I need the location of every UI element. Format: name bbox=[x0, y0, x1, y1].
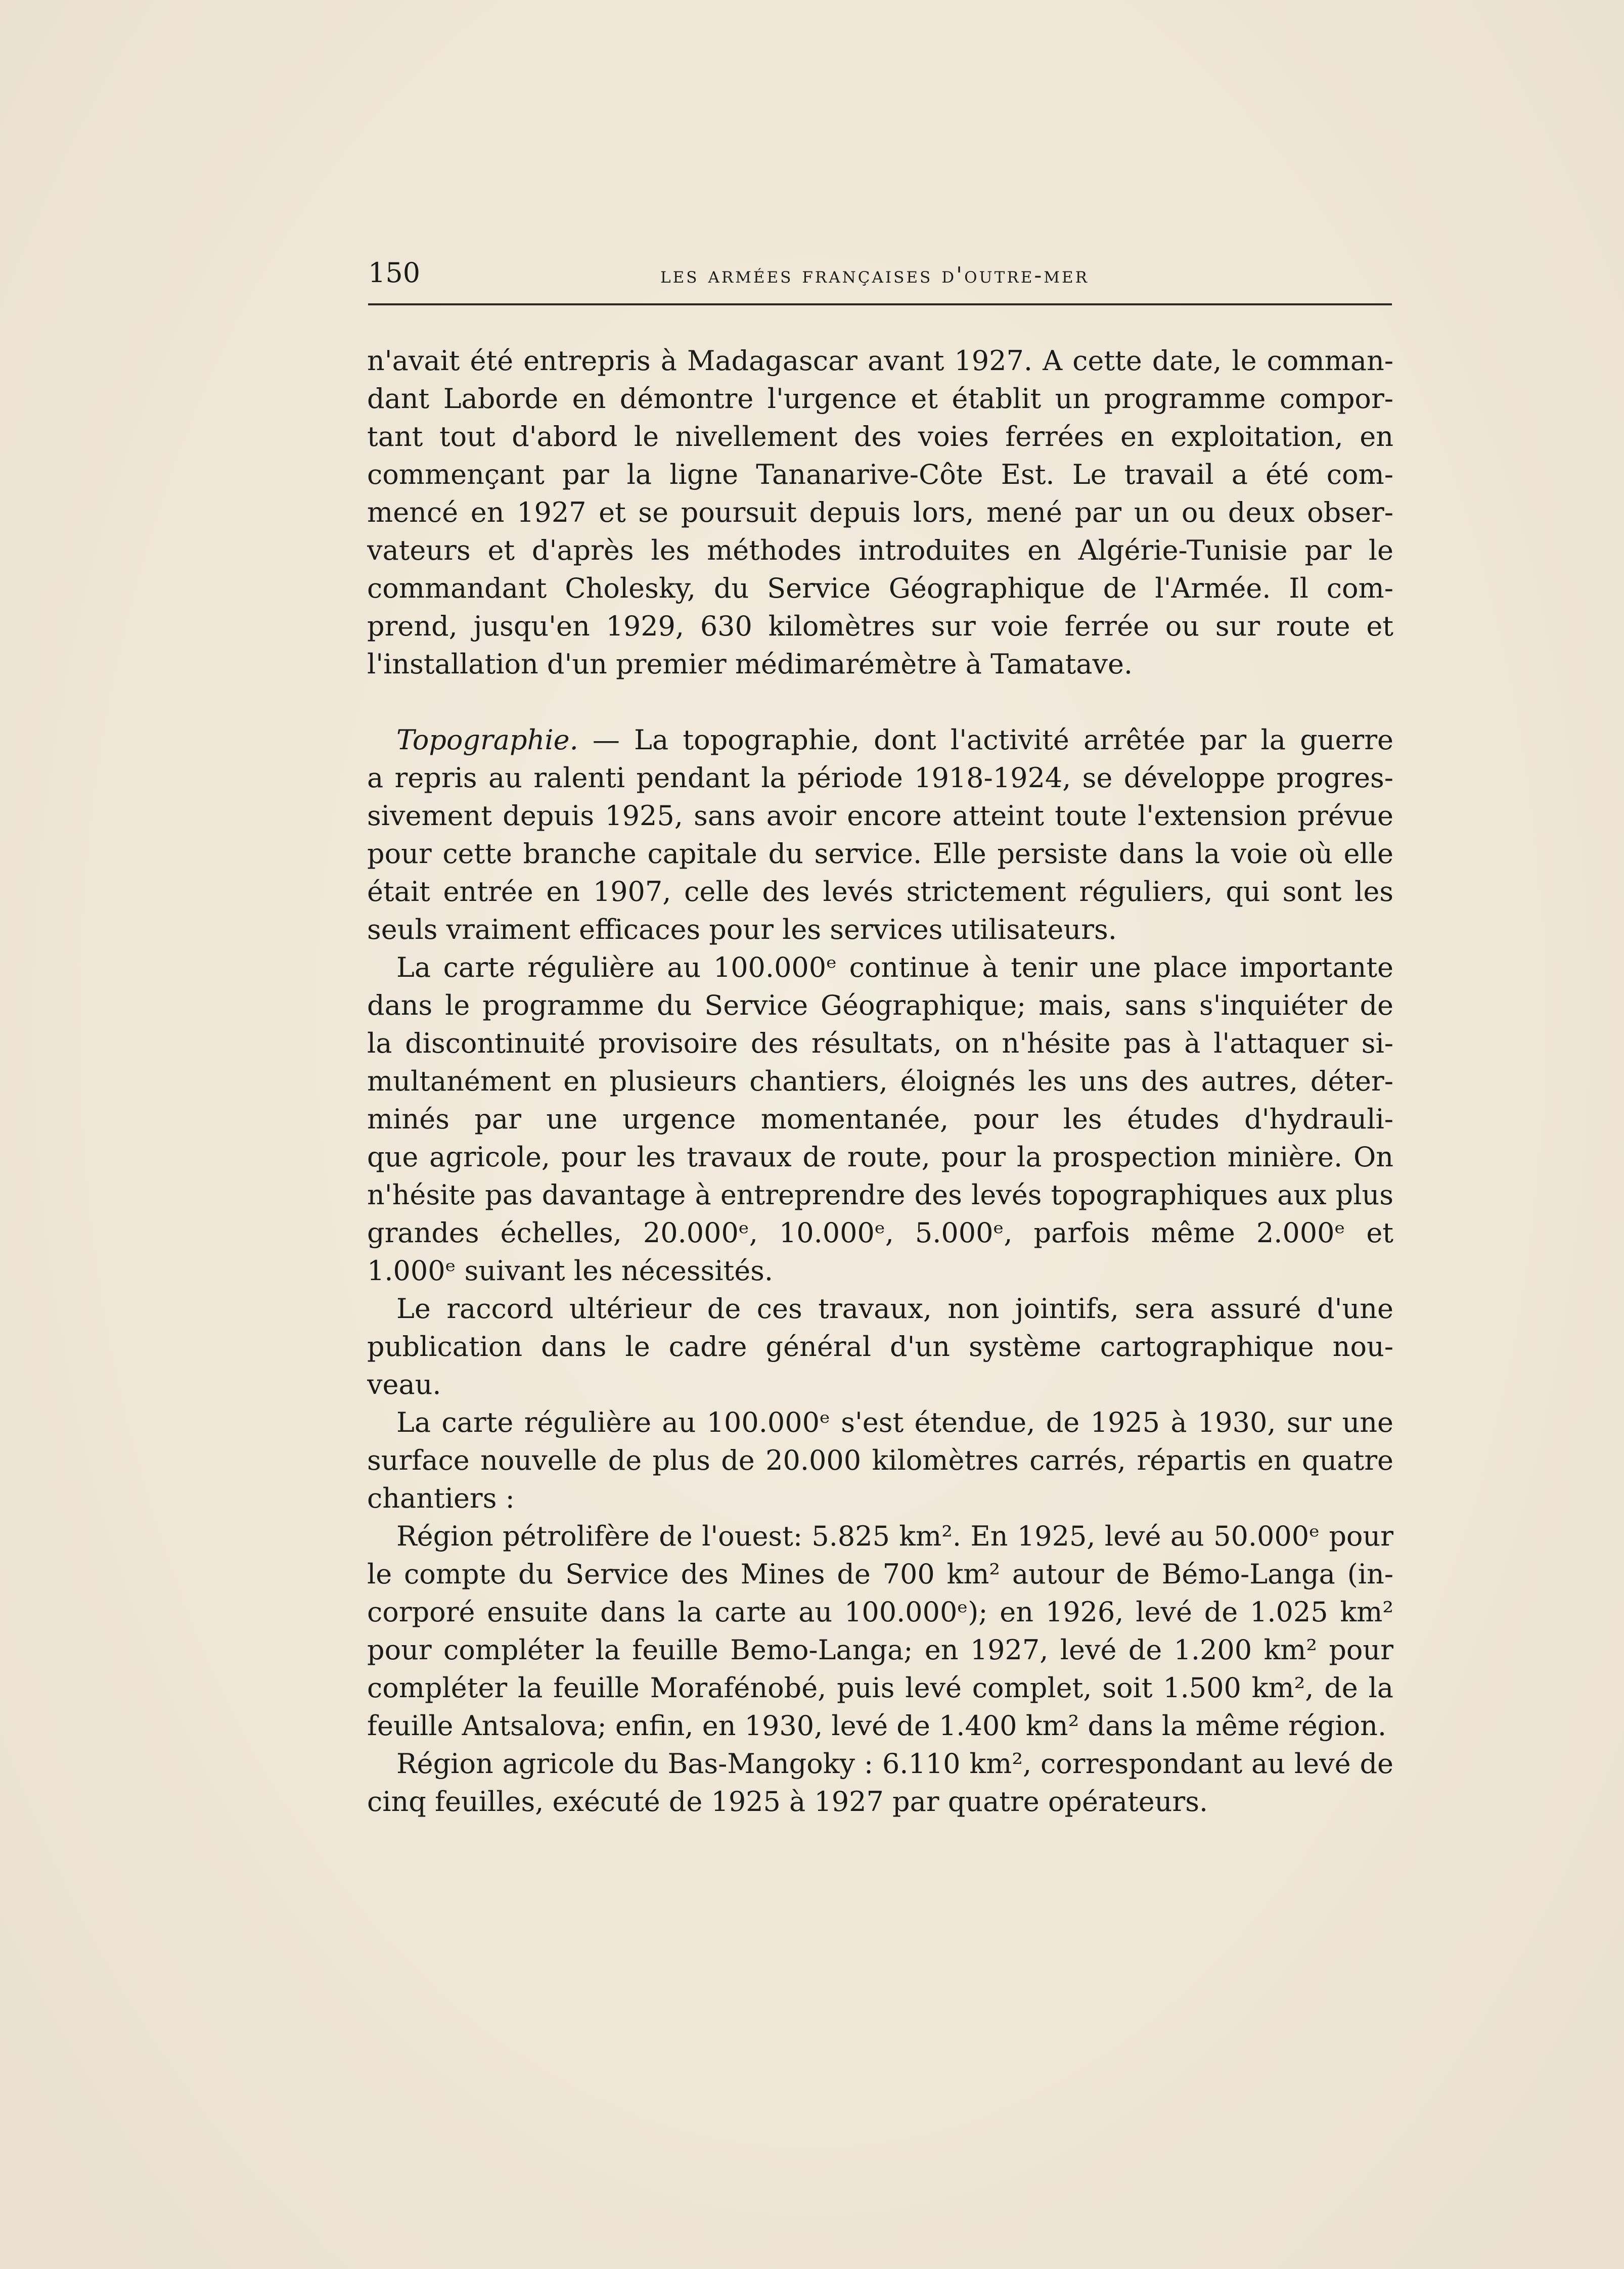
text-line: cinq feuilles, exécuté de 1925 à 1927 par quatre opérateurs. bbox=[367, 1786, 1208, 1818]
text-line: feuille Antsalova; enfin, en 1930, levé de 1.400 km² dans la même région. bbox=[367, 1710, 1387, 1742]
text-line: que agricole, pour les travaux de route, pour la prospection minière. On bbox=[367, 1141, 1393, 1173]
text-line: commandant Cholesky, du Service Géographique de l'Armée. Il com- bbox=[367, 572, 1393, 604]
text-line: compléter la feuille Morafénobé, puis levé complet, soit 1.500 km², de la bbox=[367, 1672, 1393, 1704]
text-line: était entrée en 1907, celle des levés strictement réguliers, qui sont les bbox=[367, 876, 1393, 907]
text-line: vateurs et d'après les méthodes introduites en Algérie-Tunisie par le bbox=[367, 534, 1393, 566]
text-line: Région pétrolifère de l'ouest: 5.825 km². En 1925, levé au 50.000ᵉ pour bbox=[396, 1520, 1393, 1552]
text-line: 1.000ᵉ suivant les nécessités. bbox=[367, 1255, 774, 1287]
text-line: chantiers : bbox=[367, 1482, 515, 1514]
text-line: a repris au ralenti pendant la période 1918-1924, se développe progres- bbox=[367, 762, 1393, 794]
text-line: la discontinuité provisoire des résultats, on n'hésite pas à l'attaquer si- bbox=[367, 1027, 1393, 1059]
text-line: n'avait été entrepris à Madagascar avant 1927. A cette date, le comman- bbox=[367, 345, 1393, 377]
text-line: La carte régulière au 100.000ᵉ continue à tenir une place importante bbox=[396, 951, 1393, 983]
text-line: n'hésite pas davantage à entreprendre des levés topographiques aux plus bbox=[367, 1179, 1393, 1211]
text-line: dant Laborde en démontre l'urgence et établit un programme compor- bbox=[367, 383, 1393, 415]
text-line: seuls vraiment efficaces pour les services utilisateurs. bbox=[367, 914, 1117, 945]
text-line: prend, jusqu'en 1929, 630 kilomètres sur voie ferrée ou sur route et bbox=[367, 610, 1393, 642]
text-line bbox=[367, 721, 1393, 759]
text-line: Le raccord ultérieur de ces travaux, non jointifs, sera assuré d'une bbox=[396, 1293, 1393, 1325]
text-line: dans le programme du Service Géographique; mais, sans s'inquiéter de bbox=[367, 989, 1393, 1021]
text-line: mencé en 1927 et se poursuit depuis lors, mené par un ou deux obser- bbox=[367, 496, 1393, 528]
section-heading-topographie: Topographie. bbox=[396, 724, 578, 756]
text-line: minés par une urgence momentanée, pour les études d'hydrauli- bbox=[367, 1103, 1393, 1135]
text-line: pour compléter la feuille Bemo-Langa; en 1927, levé de 1.200 km² pour bbox=[367, 1634, 1393, 1666]
text-line: pour cette branche capitale du service. Elle persiste dans la voie où elle bbox=[367, 838, 1393, 870]
text-line: sivement depuis 1925, sans avoir encore atteint toute l'extension prévue bbox=[367, 800, 1393, 832]
text-line: l'installation d'un premier médimarémètre à Tamatave. bbox=[367, 648, 1133, 680]
text-line: tant tout d'abord le nivellement des voies ferrées en exploitation, en bbox=[367, 421, 1393, 452]
text-line: multanément en plusieurs chantiers, éloignés les uns des autres, déter- bbox=[367, 1065, 1393, 1097]
text-line: La carte régulière au 100.000ᵉ s'est étendue, de 1925 à 1930, sur une bbox=[396, 1406, 1393, 1438]
header-rule bbox=[368, 303, 1392, 305]
text-line: le compte du Service des Mines de 700 km² autour de Bémo-Langa (in- bbox=[367, 1558, 1393, 1590]
body-text bbox=[367, 342, 1393, 1821]
text-line: commençant par la ligne Tananarive-Côte Est. Le travail a été com- bbox=[367, 459, 1393, 490]
text-line: publication dans le cadre général d'un système cartographique nou- bbox=[367, 1331, 1393, 1363]
text-line: Région agricole du Bas-Mangoky : 6.110 km², correspondant au levé de bbox=[396, 1748, 1393, 1780]
page-number: 150 bbox=[368, 257, 421, 289]
page-header bbox=[368, 253, 1389, 293]
text-line: veau. bbox=[367, 1369, 441, 1400]
text-line: surface nouvelle de plus de 20.000 kilomètres carrés, répartis en quatre bbox=[367, 1444, 1393, 1476]
running-title: les armées françaises d'outre-mer bbox=[660, 262, 1089, 288]
text-line: grandes échelles, 20.000ᵉ, 10.000ᵉ, 5.000ᵉ, parfois même 2.000ᵉ et bbox=[367, 1217, 1393, 1249]
section-gap bbox=[367, 683, 1393, 721]
text-line-segment: — La topographie, dont l'activité arrêtée par la guerre bbox=[578, 724, 1393, 756]
text-line: corporé ensuite dans la carte au 100.000ᵉ); en 1926, levé de 1.025 km² bbox=[367, 1596, 1393, 1628]
